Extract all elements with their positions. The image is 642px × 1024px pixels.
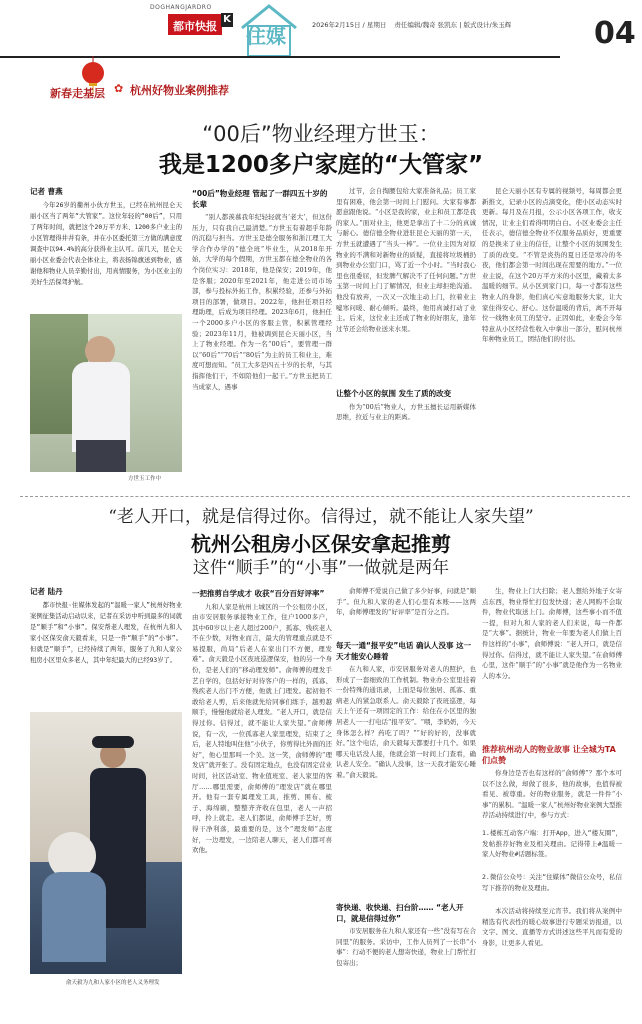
story1-col3-subhead: 让整个小区的氛围 发生了质的改变 [336, 389, 452, 398]
issue-date: 2026年2月15日 [312, 21, 361, 29]
story2-col3-subhead: 每天一通“报平安”电话 确认人没事 这一天才能安心睡着 [336, 641, 472, 661]
story1-headline-2: 我是1200多户家庭的“大管家” [158, 152, 484, 178]
story2-reporter: 记者 陆丹 [30, 587, 63, 596]
story1-reporter: 记者 曹燕 [30, 187, 63, 196]
proofreader: 张凯东 [437, 21, 458, 29]
story2-lead [30, 600, 182, 708]
issue-weekday: 星期日 [366, 21, 387, 29]
story2-col3-text2: 在九和人家，市安居服务对老人的照护，也形成了一套细致的工作机制。物业办公室里挂着一份特殊的通讯录，上面是每位独居、孤寡、重病老人的紧急联系人。俞天毅除了夜班巡逻，每天上午还有一项固定的工作：给住在小区里的独居老人一一打电话“报平安”。“喂，李奶奶，今天身体怎么样？药吃了吗？”“好的好的，没事就好。”这个电话，俞天毅每天都要打十几个。如果哪天电话没人接，他就会第一时间上门查看，确认老人安全。“确认人没事，这一天我才能安心睡着。”俞天毅说。 [336, 665, 476, 779]
story1-col2-text: “别人都羡慕我年纪轻轻就当‘老大’，但这份压力，只有我自己最清楚。”方世玉有着超乎年龄的沉稳与担当。方世玉是德全服务和浙江理工大学合作办学的“德全班”毕业生，从2018年开始，大学的每个假期，方世玉都在德全物业的各个岗位实习：2018年，他是保安；2019年，他是客服；2020年至2021年，他走进公司市场部，参与投标外拓工作，积累经验，还参与外拓项目的部署，做项目。2022年，他担任项目经理助理，后成为项目经理。2023年6月，他担任一个2000多户小区的客服主管，积累管理经验；2023年11月，他被调到昆仑天丽小区，当上了物业经理。作为一名“00后”，要管理一群以“60后”“70后”“80后”为主的员工和业主，难度可想而知。“员工大多是四五十岁的长辈，与其指挥他们干，不如陪他们一起干。”方世玉把员工当成家人，遇事 [192, 213, 332, 391]
brand-name: 都市快报 [173, 20, 217, 33]
story2-col3-subhead2: 寄快递、收快递、扫台阶…… “老人开口，就是信得过你” [336, 903, 464, 923]
story-separator [20, 496, 630, 497]
recommend-box-intro: 你身边是否也有这样的“俞师傅”？那个本可以不这么做，却做了很多，他的故事，也值得被看见、被尊重。好的物业服务，就是一件件“小事”的累积。“温暖一家人”杭州好物业案例大型推荐活动持续进行中，参与方式： [482, 769, 622, 820]
story2-photo-caption: 俞天毅为九和人家小区的老人义务理发 [66, 980, 160, 986]
recommend-step-1: 1.楼栋互动客户端：打开App，进入“楼友圈”，发帖推荐好物业及相关理由。记得带上#温暖一家人好物业#话题标签。 [482, 829, 622, 859]
story1-col2-subhead: “00后”物业经理 管起了一群四五十岁的长辈 [192, 189, 328, 209]
house-logo-icon [238, 2, 300, 60]
page-number: 04 [594, 16, 636, 51]
story2-headline: 杭州公租房小区保安拿起推剪 [191, 532, 451, 556]
banner-left: 新春走基层 [50, 87, 105, 100]
story2-col2 [192, 586, 332, 1016]
banner [50, 82, 390, 102]
story1-lead [30, 200, 182, 310]
recommend-step-2: 2.微信公众号：关注“住媒体”微信公众号，私信写下推荐的物业及理由。 [482, 873, 622, 892]
story2-col3-text: 俞师傅不爱说自己做了多少好事，问就是“顺手”。但九和人家的老人们心里有本账——这两年，俞师傅理发的“好评率”是百分之百。 [336, 587, 476, 617]
story1-lead-text: 今年26岁的衢州小伙方世玉，已经在杭州昆仑天丽小区当了两年“大管家”。这位年轻的“00后”，只用了两年时间，就把这个20万平方米、1200多户业主的小区管理得井井有条，并在小区委托第三方做的满意度调查中以94.4%的高分获得业主认可。前几天，昆仑天丽小区业委会代表全体业主，将表扬锦旗送到物业，感谢他和物业人员辛勤付出，用真情服务，为小区业主的美好生活保驾护航。 [30, 202, 182, 286]
story2-photo [30, 712, 182, 974]
designer: 版式设计/朱玉辉 [463, 21, 512, 29]
story2-col3 [336, 586, 476, 1016]
brand-k-icon: K [221, 13, 233, 27]
story2-col4-text: 生，物业上门大扫除；老人想给外地子女寄点东西，物业帮忙打包发快递；老人网购不会取件，物业代取送上门。俞师傅，这些事小而不值一提，但对九和人家的老人们来说，每一件都是“大事”。据统计，物业一年要为老人们做上百件这样的“小事”，俞师傅说：“老人开口，就是信得过你。信得过，就不能让人家失望。”在俞师傅心里，这件“顺手”的“小事”就是他作为一名物业人的本分。 [482, 587, 622, 680]
story1-col3-text: 过节，会自掏腰包给大家准备礼品；员工家里有困难，他会第一时间上门慰问。大家有事都愿意跟他说。“小区是我的家，业主和员工都是我的家人。”面对业主，他更是拿出了十二分的真诚与耐心。德信德全物业进驻昆仑天丽的第一天，方世玉就遭遇了“当头一棒”。一位业主因为对原物业的不满和对新物业的质疑，直接将垃圾桶扔到物业办公室门口，骂了近一个小时。“当时我心里也很委屈，但发脾气解决不了任何问题。”方世玉第一时间上门了解情况，但业主却拒绝沟通。他没有放弃，一次又一次地主动上门，拉着业主嘘寒问暖、耐心倾听。最终，他用真诚打动了业主。后来，这位业主还成了物业的好朋友，逢年过节还会给物业送来水果。 [336, 187, 476, 333]
story2-col2-text: 九和人家是杭州上城区的一个公租房小区，由市安居服务承接物业工作，住户1000多户，其中60岁以上老人超过200户，孤寡、残疾老人不在少数，对物业而言，最大的管理重点就是不易提服，尚局“后老人在家出门不方便，理发难”。俞天毅是小区夜班巡逻保安，他的另一个身份，是老人们的“移动理发师”。俞师傅的理发手艺自学的，包括好好对待客户的一样的，孤寡、残疾老人出门不方便，他就上门理发。起初他不敢给老人剪，后来他就先给同事们练手，越剪越顺手，慢慢他就给老人理发。“老人开口，就是信得过你。信得过，就不能让人家失望。”俞师傅说，有一次，一位孤寡老人家里理发，结束了之后，老人特地叫住他“小伙子，你剪得比外面的还好”，他心里那叫一个美。这一笑，俞师傅的“理发店”就开张了。没有固定地点，也没有固定营业时间，社区活动室、物业值班室、老人家里的客厅……哪里需要，俞师傅的“理发店”就在哪里开。他有一套专属理发工具，推剪、围布、梳子、海绵刷，整整齐齐收在包里，老人一声招呼，拎上就走。老人们都说，俞师傅手艺好，剪得干净利落，最重要的是，这个“理发师”态度好，一边理发，一边陪老人聊天，老人们都可喜欢他。 [192, 602, 332, 855]
story2-subhead: 这件“顺手”的“小事”一做就是两年 [192, 558, 450, 578]
recommend-box-title: 推荐杭州动人的物业故事 让全城为TA们点赞 [482, 745, 616, 765]
banner-flower-icon: ✿ [114, 82, 124, 95]
brand-badge [168, 14, 222, 35]
banner-right: 杭州好物业案例推荐 [130, 84, 229, 97]
story1-headline-1: “00后”物业经理方世玉： [202, 122, 440, 146]
story2-col3-text3: 市安居服务在九和人家还有一些“没有写在合同里”的服务。采访中，工作人员列了一长串“小事”：行动不便的老人想寄快递，物业上门帮忙打包寄出； [336, 927, 476, 967]
story1-col4-text: 昆仑天丽小区有专属的视频号，每周都会更新推文，记录小区的点滴变化，使小区动态实时更新。每月及在月报，公示小区各项工作，收支情况，让业主们看得明明白白。小区业委会主任任表示，德信德全物业不仅服务品质好，更重要的是换来了业主的信任，让整个小区的氛围发生了质的改变。“不管是炎热的夏日还是寒冷的冬夜，他们都会第一时间出现在需要的地方。”一位业主说，在这个20万平方米的小区里，藏着太多温暖的细节。从小区到家门口，每一寸都有这些物业人的身影，他们真心实意地服务大家，让大家住得安心、舒心。这份温暖的背后，离不开每位一线物业员工的坚守。正因如此，业委会今年特意从小区经营性收入中拿出一部分，慰问杭州年种物业员工，团结他们的付出。 [482, 187, 622, 344]
story2-col2-subhead: 一把推剪自学成才 收获“百分百好评率” [192, 589, 325, 598]
masthead-info: 2026年2月15日 / 星期日 责任编辑/魏奇 张凯东 | 版式设计/朱玉辉 [312, 21, 512, 29]
story1-photo [30, 314, 182, 472]
story1-col3 [336, 186, 476, 482]
masthead-code: DOGHANGJARDRO [150, 4, 212, 11]
editor: 责任编辑/魏奇 [394, 21, 436, 29]
story1-photo-caption: 方世玉工作中 [128, 476, 162, 482]
story2-lead-text: 都市快报·住媒体发起的“温暖一家人”杭州好物业案例征集活动启动以来，记者在采访中听到最多的词就是“顺手”和“小事”。保安帮老人理发，在杭州九和人家小区保安俞天毅看来，只是一件“顺手”的“小事”。但就是“顺手”，已经持续了两年，服务了九和人家公租房小区里众多老人，其中年纪最大的已经93岁了。 [30, 602, 182, 664]
story2-col4 [482, 586, 622, 1016]
recommend-box-end: 本次活动将持续至元宵节。我们将从案例中精选有代表性的暖心故事进行专题采访报道，以文字、图文、直播等方式讲述这些平凡而有爱的身影，让更多人看见。 [482, 907, 622, 947]
story1-col2 [192, 186, 332, 482]
story2-quote: “老人开口，就是信得过你。信得过，就不能让人家失望” [108, 507, 534, 527]
story1-col3-text2: 作为“00后”物业人，方世玉擅长运用新媒体思维，拉近与业主的距离。 [336, 402, 476, 422]
story1-col4 [482, 186, 622, 482]
logo-mark: 住媒 [246, 24, 286, 48]
